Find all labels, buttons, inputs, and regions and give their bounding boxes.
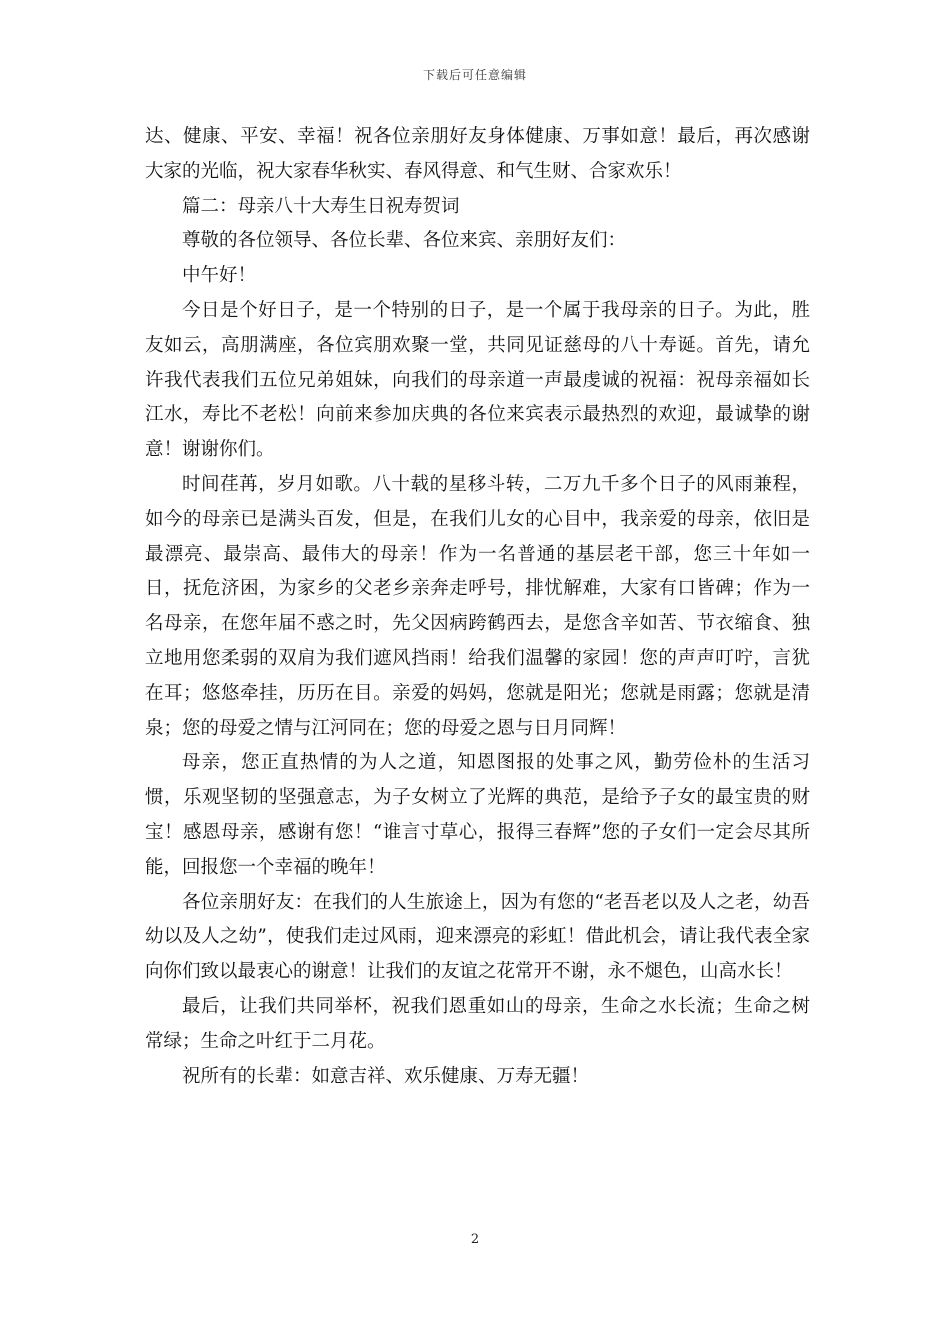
- closing-line: 祝所有的长辈：如意吉祥、欢乐健康、万寿无疆！: [182, 1065, 590, 1087]
- paragraph-8: 各位亲朋好友：在我们的人生旅途上，因为有您的“老吾老以及人之老，幼吾幼以及人之幼”，使我们走过风雨，迎来漂亮的彩虹！借此机会，请让我代表全家向你们致以最衷心的谢意！让我们的友谊之花常开不谢，永不煺色，山高水长！: [145, 891, 810, 983]
- paragraph-6: 时间荏苒，岁月如歌。八十载的星移斗转，二万九千多个日子的风雨兼程，如今的母亲已是满头百发，但是，在我们儿女的心目中，我亲爱的母亲，依旧是最漂亮、最崇高、最伟大的母亲！作为一名普通的基层老干部，您三十年如一日，抚危济困，为家乡的父老乡亲奔走呼号，排忧解难，大家有口皆碑；作为一名母亲，在您年届不惑之时，先父因病跨鹤西去，是您含辛如苦、节衣缩食、独立地用您柔弱的双肩为我们遮风挡雨！给我们温馨的家园！您的声声叮咛，言犹在耳；悠悠牵挂，历历在目。亲爱的妈妈，您就是阳光；您就是雨露；您就是清泉；您的母爱之情与江河同在；您的母爱之恩与日月同辉！: [145, 473, 810, 739]
- section-heading: 篇二：母亲八十大寿生日祝寿贺词: [182, 195, 460, 217]
- document-body: [145, 120, 810, 1094]
- greeting: 中午好！: [182, 265, 257, 287]
- page-number: 2: [470, 1232, 480, 1247]
- paragraph-1: 达、健康、平安、幸福！祝各位亲朋好友身体健康、万事如意！最后，再次感谢大家的光临，祝大家春华秋实、春风得意、和气生财、合家欢乐！: [145, 126, 810, 182]
- paragraph-5: 今日是个好日子，是一个特别的日子，是一个属于我母亲的日子。为此，胜友如云，高朋满座，各位宾朋欢聚一堂，共同见证慈母的八十寿诞。首先，请允许我代表我们五位兄弟姐妹，向我们的母亲道一声最虔诚的祝福：祝母亲福如长江水，寿比不老松！向前来参加庆典的各位来宾表示最热烈的欢迎，最诚挚的谢意！谢谢你们。: [145, 299, 810, 461]
- salutation: 尊敬的各位领导、各位长辈、各位来宾、亲朋好友们：: [182, 230, 627, 252]
- paragraph-9: 最后，让我们共同举杯，祝我们恩重如山的母亲，生命之水长流；生命之树常绿；生命之叶红于二月花。: [145, 995, 810, 1052]
- paragraph-7: 母亲，您正直热情的为人之道，知恩图报的处事之风，勤劳俭朴的生活习惯，乐观坚韧的坚强意志，为子女树立了光辉的典范，是给予子女的最宝贵的财宝！感恩母亲，感谢有您！“谁言寸草心，报得三春辉”您的子女们一定会尽其所能，回报您一个幸福的晚年！: [145, 752, 810, 878]
- page-header: 下载后可任意编辑: [422, 68, 527, 82]
